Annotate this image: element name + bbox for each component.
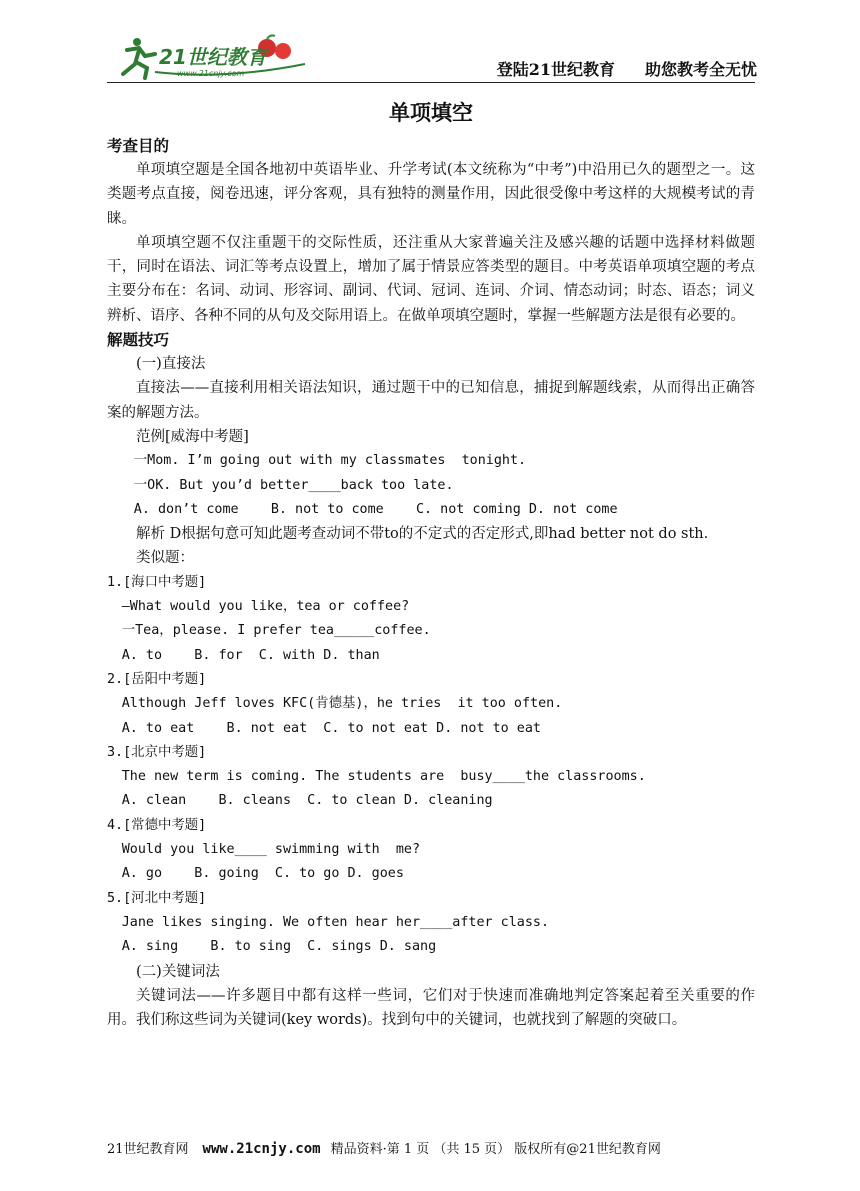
logo-url: www.21cnjy.com [177, 69, 245, 78]
question-line: 一Tea，please. I prefer tea_____coffee. [121, 623, 431, 639]
example-line: 一Mom. I’m going out with my classmates tonight. [133, 453, 527, 469]
page-title: 单项填空 [389, 101, 473, 125]
footer-url-link[interactable]: www.21cnjy.com [202, 1141, 321, 1157]
question-line: —What would you like，tea or coffee? [121, 599, 410, 615]
header-divider [107, 82, 755, 83]
question-options: A. go B. going C. to go D. goes [121, 866, 404, 882]
footer-site-name: 21世纪教育网 [107, 1142, 189, 1157]
question-options: A. sing B. to sing C. sings D. sang [121, 939, 437, 955]
method-heading: (二)关键词法 [136, 963, 220, 980]
example-label: 范例[威海中考题] [136, 428, 249, 445]
paragraph: 关键词法——许多题目中都有这样一些词，它们对于快速而准确地判定答案起着至关重要的作用。我们称这些词为关键词(key words)。找到句中的关键词，也就找到了解题的突破口。 [107, 987, 755, 1029]
slogan-right: 助您教考全无忧 [644, 60, 757, 79]
site-logo[interactable] [115, 34, 315, 80]
page-footer [107, 1138, 755, 1157]
paragraph: 单项填空题不仅注重题干的交际性质，还注重从大家普遍关注及感兴趣的话题中选择材料做题干，同时在语法、词汇等考点设置上，增加了属于情景应答类型的题目。中考英语单项填空题的考点主要分布在：名词、动词、形容词、副词、代词、冠词、连词、介词、情态动词；时态、语态；词义辨析、语序、各种不同的从句及交际用语上。在做单项填空题时，掌握一些解题方法是很有必要的。 [107, 234, 755, 324]
question-head: 4.[常德中考题] [107, 817, 207, 833]
question-line: Would you like____ swimming with me? [121, 842, 421, 858]
question-head: 2.[岳阳中考题] [107, 671, 207, 687]
logo-text: 21世纪教育 [159, 45, 267, 69]
analysis-text: 解析 D根据句意可知此题考查动词不带to的不定式的否定形式,即had better not do sth. [136, 526, 709, 543]
question-head: 3.[北京中考题] [107, 744, 207, 760]
footer-page-info: 精品资料·第 1 页 （共 15 页） 版权所有@21世纪教育网 [330, 1142, 661, 1157]
logo-graphic [115, 34, 315, 80]
question-options: A. clean B. cleans C. to clean D. cleaning [121, 793, 493, 809]
question-options: A. to B. for C. with D. than [121, 647, 380, 663]
method-heading: (一)直接法 [136, 356, 206, 373]
paragraph: 直接法——直接利用相关语法知识，通过题干中的已知信息，捕捉到解题线索，从而得出正确答案的解题方法。 [107, 380, 755, 421]
question-options: A. to eat B. not eat C. to not eat D. not to eat [121, 720, 541, 736]
question-head: 5.[河北中考题] [107, 890, 207, 906]
slogan-left: 登陆21世纪教育 [496, 60, 615, 79]
section-heading-purpose: 考查目的 [107, 137, 170, 155]
question-line: Although Jeff loves KFC(肯德基)，he tries it too often. [121, 696, 563, 712]
question-head: 1.[海口中考题] [107, 574, 207, 590]
example-options: A. don’t come B. not to come C. not coming D. not come [133, 501, 618, 517]
main-content [107, 96, 755, 1032]
paragraph: 单项填空题是全国各地初中英语毕业、升学考试(本文统称为“中考”)中沿用已久的题型之一。这类题考点直接，阅卷迅速，评分客观，具有独特的测量作用，因此很受像中考这样的大规模考试的青睐。 [107, 162, 755, 227]
page-header [107, 30, 757, 82]
similar-label: 类似题： [136, 550, 194, 567]
question-line: The new term is coming. The students are busy____the classrooms. [121, 769, 646, 785]
example-line: 一OK. But you’d better____back too late. [133, 477, 454, 493]
question-line: Jane likes singing. We often hear her____after class. [121, 914, 550, 930]
section-heading-techniques: 解题技巧 [107, 331, 170, 350]
header-slogan [497, 57, 757, 80]
